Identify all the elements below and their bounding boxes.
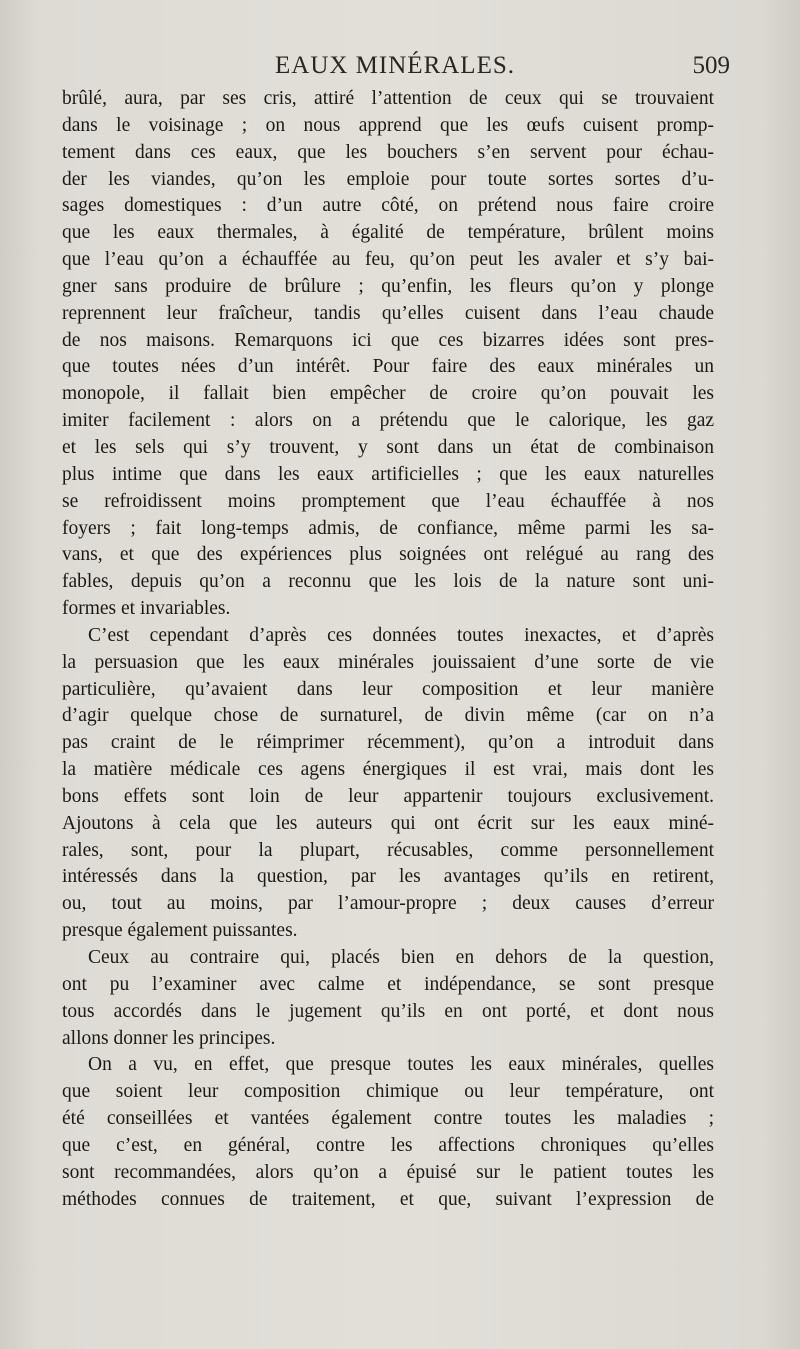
text-line: vans, et que des expériences plus soignées ont relégué au rang des bbox=[62, 544, 714, 566]
text-line: que l’eau qu’on a échauffée au feu, qu’on peut les avaler et s’y bai- bbox=[62, 249, 714, 271]
text-line: que c’est, en général, contre les affections chroniques qu’elles bbox=[62, 1134, 714, 1156]
text-line: été conseillées et vantées également contre toutes les maladies ; bbox=[62, 1108, 714, 1130]
text-line: d’agir quelque chose de surnaturel, de divin même (car on n’a bbox=[62, 705, 714, 727]
text-line: se refroidissent moins promptement que l’eau échauffée à nos bbox=[62, 490, 714, 512]
text-line: que les eaux thermales, à égalité de température, brûlent moins bbox=[62, 222, 714, 244]
text-line: Ceux au contraire qui, placés bien en dehors de la question, bbox=[88, 947, 714, 968]
text-line: rales, sont, pour la plupart, récusables, comme personnellement bbox=[62, 839, 714, 861]
page-header bbox=[60, 52, 730, 86]
text-line: foyers ; fait long-temps admis, de confiance, même parmi les sa- bbox=[62, 517, 714, 539]
text-line: de nos maisons. Remarquons ici que ces bizarres idées sont pres- bbox=[62, 329, 714, 351]
text-line: formes et invariables. bbox=[62, 598, 231, 620]
text-line: C’est cependant d’après ces données toutes inexactes, et d’après bbox=[88, 624, 714, 646]
text-line: imiter facilement : alors on a prétendu que le calorique, les gaz bbox=[62, 410, 714, 432]
text-line: que toutes nées d’un intérêt. Pour faire des eaux minérales un bbox=[62, 356, 714, 378]
running-title: EAUX MINÉRALES. bbox=[275, 52, 515, 79]
text-line: reprennent leur fraîcheur, tandis qu’elles cuisent dans l’eau chaude bbox=[62, 302, 714, 324]
text-line: sages domestiques : d’un autre côté, on prétend nous faire croire bbox=[62, 195, 714, 217]
text-line: pas craint de le réimprimer récemment), qu’on a introduit dans bbox=[62, 732, 714, 754]
text-line: intéressés dans la question, par les avantages qu’ils en retirent, bbox=[62, 866, 714, 888]
text-line: la matière médicale ces agens énergiques il est vrai, mais dont les bbox=[62, 759, 714, 781]
text-line: plus intime que dans les eaux artificielles ; que les eaux naturelles bbox=[62, 463, 714, 485]
text-line: monopole, il fallait bien empêcher de croire qu’on pouvait les bbox=[62, 383, 714, 405]
text-line: bons effets sont loin de leur appartenir toujours exclusivement. bbox=[62, 785, 714, 807]
text-line: brûlé, aura, par ses cris, attiré l’attention de ceux qui se trouvaient bbox=[62, 88, 714, 109]
text-line: allons donner les principes. bbox=[62, 1027, 276, 1049]
text-line: ou, tout au moins, par l’amour-propre ; deux causes d’erreur bbox=[62, 893, 714, 915]
text-line: méthodes connues de traitement, et que, suivant l’expression de bbox=[62, 1188, 714, 1210]
text-line: sont recommandées, alors qu’on a épuisé sur le patient toutes les bbox=[62, 1161, 714, 1183]
text-line: la persuasion que les eaux minérales jouissaient d’une sorte de vie bbox=[62, 651, 714, 673]
text-line: ont pu l’examiner avec calme et indépendance, se sont presque bbox=[62, 973, 714, 995]
text-line: der les viandes, qu’on les emploie pour toute sortes sortes d’u- bbox=[62, 168, 714, 190]
text-line: On a vu, en effet, que presque toutes les eaux minérales, quelles bbox=[88, 1054, 714, 1076]
text-line: Ajoutons à cela que les auteurs qui ont écrit sur les eaux miné- bbox=[62, 812, 714, 834]
text-line: et les sels qui s’y trouvent, y sont dans un état de combinaison bbox=[62, 436, 714, 458]
body-text bbox=[62, 86, 714, 1213]
text-line: gner sans produire de brûlure ; qu’enfin, les fleurs qu’on y plonge bbox=[62, 275, 714, 297]
text-line: tement dans ces eaux, que les bouchers s’en servent pour échau- bbox=[62, 141, 714, 163]
text-line: fables, depuis qu’on a reconnu que les lois de la nature sont uni- bbox=[62, 571, 714, 593]
text-line: dans le voisinage ; on nous apprend que les œufs cuisent promp- bbox=[62, 114, 714, 136]
text-line: que soient leur composition chimique ou leur température, ont bbox=[62, 1081, 714, 1103]
text-line: particulière, qu’avaient dans leur composition et leur manière bbox=[62, 678, 714, 700]
page-number: 509 bbox=[692, 52, 730, 79]
text-line: tous accordés dans le jugement qu’ils en ont porté, et dont nous bbox=[62, 1000, 714, 1022]
text-line: presque également puissantes. bbox=[62, 920, 298, 942]
